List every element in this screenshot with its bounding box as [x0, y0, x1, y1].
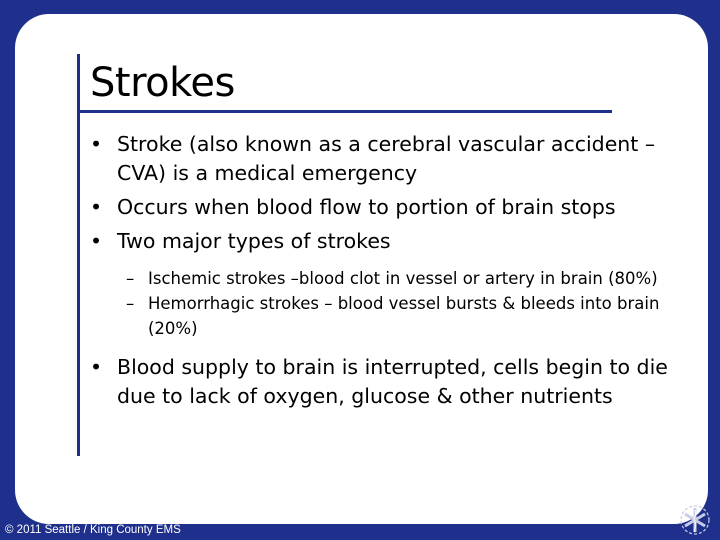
bullet-item	[90, 227, 690, 256]
bullet-text: Occurs when blood flow to portion of brain stops	[117, 195, 616, 219]
bullet-item	[90, 130, 690, 188]
title-underline	[77, 110, 612, 113]
bullet-mark: •	[90, 195, 103, 219]
bullet-text: Two major types of strokes	[117, 229, 391, 253]
vertical-divider	[77, 54, 80, 456]
dash-mark: –	[126, 294, 135, 313]
bullet-item	[90, 353, 690, 411]
sub-bullet-item	[90, 266, 690, 291]
bullet-mark: •	[90, 355, 103, 379]
sub-bullet-text: Ischemic strokes –blood clot in vessel or artery in brain (80%)	[148, 269, 658, 288]
bullet-text: Stroke (also known as a cerebral vascular accident – CVA) is a medical emergency	[117, 132, 656, 185]
bullet-mark: •	[90, 229, 103, 253]
sub-bullet-text: Hemorrhagic strokes – blood vessel bursts & bleeds into brain (20%)	[148, 294, 660, 338]
slide-title: Strokes	[90, 60, 235, 106]
star-of-life-logo-icon	[672, 500, 718, 538]
slide-content	[90, 130, 690, 416]
bullet-text: Blood supply to brain is interrupted, cells begin to die due to lack of oxygen, glucose & other nutrients	[117, 355, 668, 408]
spacer	[90, 341, 690, 353]
copyright-footer: © 2011 Seattle / King County EMS	[5, 524, 181, 536]
bullet-mark: •	[90, 132, 103, 156]
bullet-item	[90, 193, 690, 222]
dash-mark: –	[126, 269, 135, 288]
sub-bullet-item	[90, 291, 690, 341]
